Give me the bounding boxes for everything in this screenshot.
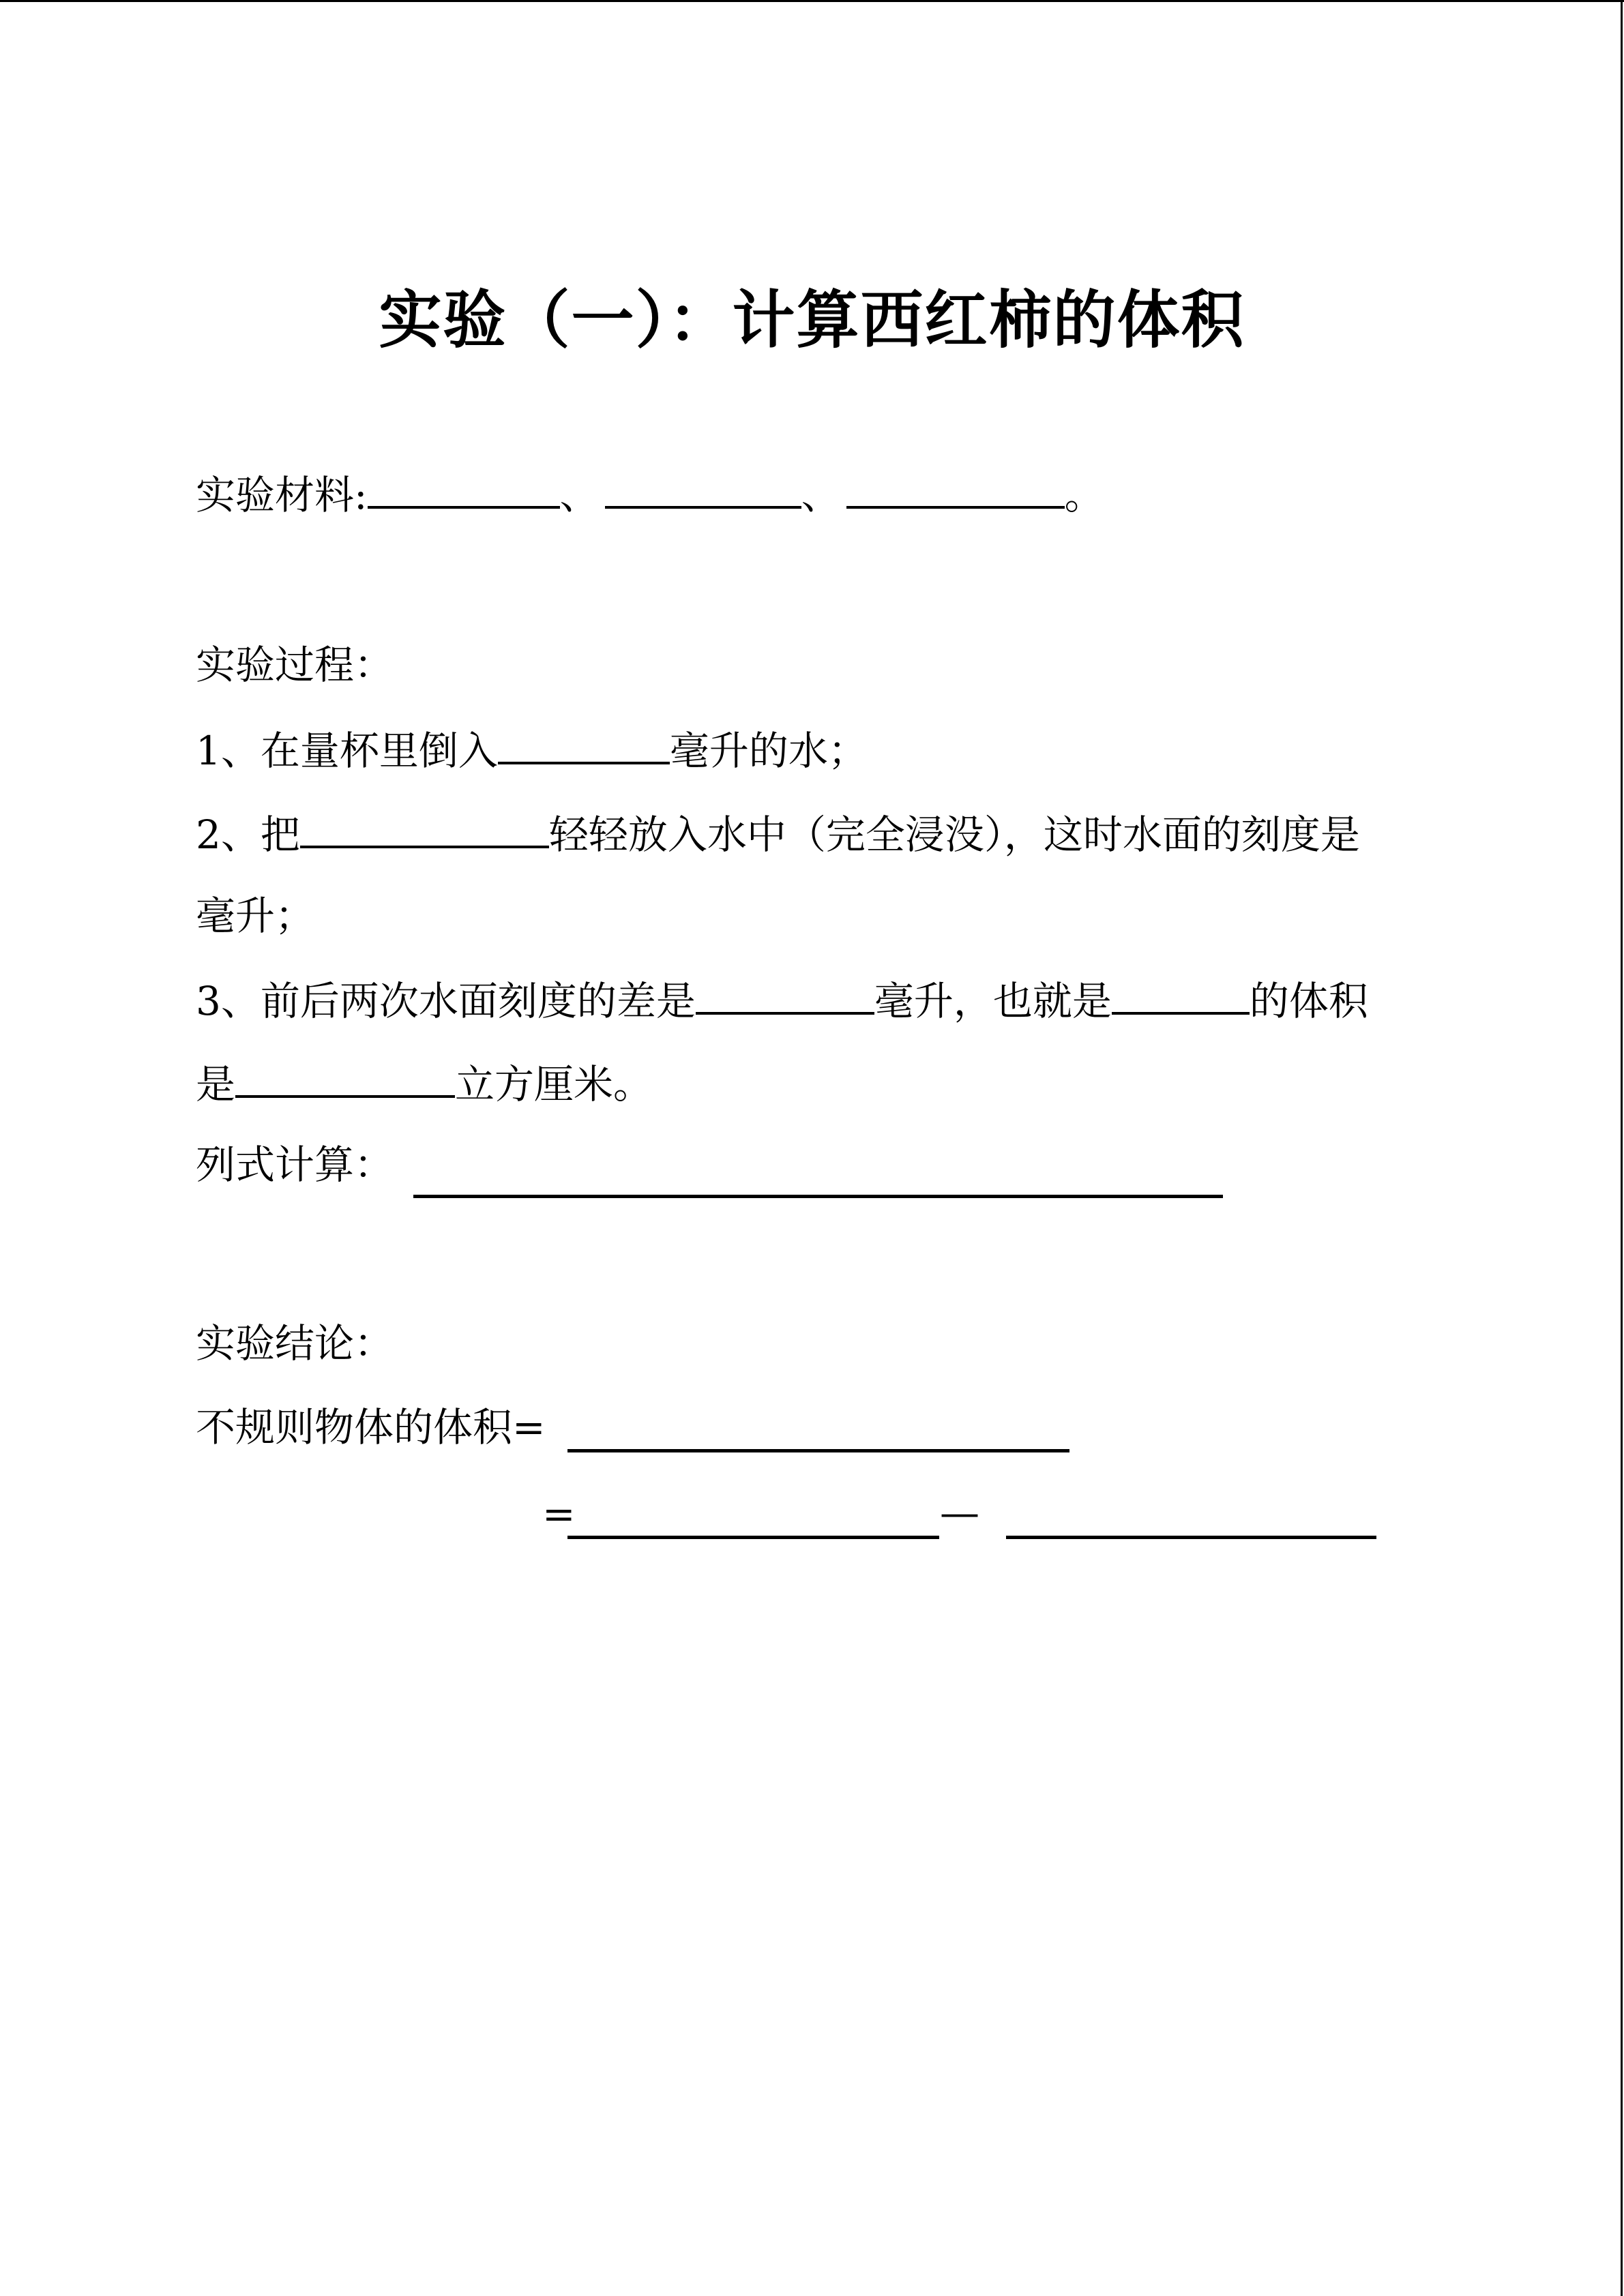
calculation-label: 列式计算： [196,1142,394,1188]
material-blank-2[interactable] [605,469,801,509]
conclusion-blank-1[interactable] [567,1449,1069,1452]
step-1 [196,725,868,775]
step-3-line-2 [196,1058,653,1108]
conclusion-blank-water[interactable] [1006,1536,1376,1539]
step-1-prefix: 1、在量杯里倒入 [196,728,498,774]
separator: 、 [801,472,841,518]
step-3-blank-volume[interactable] [235,1058,455,1098]
period: 。 [1064,472,1104,518]
material-blank-3[interactable] [846,469,1065,509]
materials-line [196,469,1104,519]
process-heading: 实验过程： [196,642,394,688]
page-border-top [0,0,1624,2]
conclusion-blank-total[interactable] [567,1536,939,1539]
step-3-line2-prefix: 是 [196,1061,236,1107]
step-3 [196,975,1368,1025]
minus-sign: — [940,1489,979,1536]
step-2-suffix: 轻轻放入水中（完全浸没），这时水面的刻度是 [548,811,1360,858]
separator: 、 [559,472,600,518]
conclusion-heading: 实验结论： [196,1320,394,1367]
page-title: 实验（一）：计算西红柿的体积 [379,284,1245,357]
calculation-blank[interactable] [413,1195,1223,1198]
materials-label: 实验材料: [196,472,368,518]
material-blank-1[interactable] [368,469,560,509]
step-3-blank-object[interactable] [1112,975,1250,1015]
equals-sign: = [542,1491,576,1537]
conclusion-formula-label: 不规则物体的体积= [196,1404,546,1450]
step-2-prefix: 2、把 [196,811,300,858]
step-3-middle: 毫升，也就是 [874,978,1112,1024]
step-2 [196,809,1360,859]
step-2-continuation: 毫升； [196,893,315,939]
step-2-blank-object[interactable] [300,809,549,848]
step-3-blank-difference[interactable] [696,975,874,1015]
step-1-suffix: 毫升的水； [669,728,868,774]
step-3-line2-suffix: 立方厘米。 [455,1061,653,1107]
step-3-prefix: 3、前后两次水面刻度的差是 [196,978,696,1024]
step-3-suffix: 的体积 [1249,978,1368,1024]
step-1-blank-water-ml[interactable] [498,725,670,764]
